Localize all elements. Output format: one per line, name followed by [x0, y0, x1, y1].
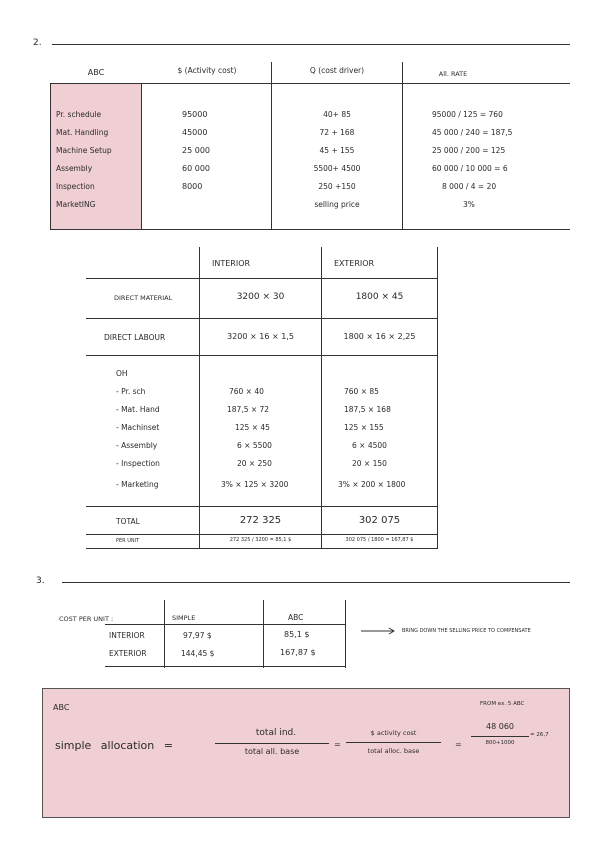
per-unit-interior: 272 325 / 3200 = 85,1 $ [229, 537, 292, 543]
overhead-label: OH [116, 369, 128, 378]
abc-row-rate: 25 000 / 200 = 125 [432, 146, 506, 155]
per-unit-exterior: 302 075 / 1800 = 167,87 $ [345, 537, 414, 543]
abc-bottom-line [142, 229, 570, 230]
oh-row-label: - Pr. sch [116, 387, 146, 396]
cost-calculation-table [86, 247, 446, 549]
cost-per-unit-table [55, 600, 355, 668]
oh-row-interior: 6 × 5500 [237, 441, 272, 450]
cost-header-exterior: EXTERIOR [334, 259, 375, 268]
abc-row-rate: 45 000 / 240 = 187,5 [432, 128, 513, 137]
abc-row-label: MarketING [56, 200, 96, 209]
oh-row-label: - Machinset [116, 423, 160, 432]
oh-row-label: - Marketing [116, 480, 159, 489]
abc-row-driver: 5500+ 4500 [313, 164, 361, 173]
abc-header-alloc-rate: All. RATE [438, 70, 468, 78]
oh-row-interior: 20 × 250 [237, 459, 272, 468]
abc-row-rate: 3% [463, 200, 475, 209]
oh-row-exterior: 6 × 4500 [352, 441, 387, 450]
cpu-bottom-line [105, 666, 345, 667]
abc-header-activity-cost: $ (Activity cost) [177, 66, 237, 75]
selling-price-note: BRING DOWN THE SELLING PRICE TO COMPENSATE [402, 628, 531, 634]
oh-row-exterior: 125 × 155 [344, 423, 384, 432]
right-arrow-icon [360, 627, 396, 635]
equals-sign-1: = [334, 740, 341, 749]
cost-oh-line [86, 506, 437, 507]
fraction2-bar [346, 742, 441, 743]
cpu-col-divider-1 [164, 600, 165, 668]
allocation-formula-box [42, 688, 570, 818]
total-interior: 272 325 [239, 515, 282, 526]
abc-header-cost-driver: Q (cost driver) [309, 66, 365, 75]
direct-material-interior: 3200 × 30 [236, 292, 285, 302]
cost-dm-line [86, 318, 437, 319]
fraction2-denominator: total alloc. base [367, 747, 420, 755]
oh-row-label: - Mat. Hand [116, 405, 160, 414]
cpu-row-label: INTERIOR [109, 631, 145, 640]
abc-row-driver: selling price [314, 200, 360, 209]
cpu-header-line [105, 624, 345, 625]
formula-box-title: ABC [53, 703, 70, 712]
total-label: TOTAL [116, 517, 140, 526]
oh-row-interior: 125 × 45 [235, 423, 270, 432]
section-2-rule [52, 44, 570, 45]
cost-total-line [86, 534, 437, 535]
abc-header-divider [50, 83, 570, 84]
abc-row-label: Pr. schedule [56, 110, 102, 119]
abc-row-label: Inspection [56, 182, 95, 191]
abc-row-label: Assembly [56, 164, 93, 173]
cpu-row-abc: 167,87 $ [280, 648, 316, 657]
oh-row-exterior: 3% × 200 × 1800 [338, 480, 406, 489]
total-exterior: 302 075 [358, 515, 401, 526]
cpu-col-divider-3 [345, 600, 346, 668]
abc-row-cost: 95000 [182, 110, 208, 119]
oh-row-interior: 3% × 125 × 3200 [221, 480, 289, 489]
abc-row-rate: 95000 / 125 = 760 [432, 110, 503, 119]
cpu-row-simple: 144,45 $ [181, 649, 215, 658]
cost-col-divider-3 [437, 247, 438, 549]
abc-row-cost: 60 000 [182, 164, 210, 173]
oh-row-label: - Assembly [116, 441, 158, 450]
abc-row-cost: 25 000 [182, 146, 210, 155]
section-3-rule [62, 582, 570, 583]
fraction1-bar [215, 743, 329, 744]
abc-row-cost: 45000 [182, 128, 208, 137]
cpu-row-abc: 85,1 $ [284, 630, 310, 639]
direct-labour-interior: 3200 × 16 × 1,5 [227, 332, 294, 341]
oh-row-exterior: 20 × 150 [352, 459, 387, 468]
abc-row-rate: 60 000 / 10 000 = 6 [432, 164, 508, 173]
direct-labour-label: DIRECT LABOUR [104, 333, 166, 342]
abc-row-label: Mat. Handling [56, 128, 109, 137]
abc-activity-table [50, 60, 570, 230]
cost-dl-line [86, 355, 437, 356]
abc-row-cost: 8000 [182, 182, 203, 191]
allocation-result: = 26,7 [530, 732, 549, 738]
cost-header-interior: INTERIOR [212, 259, 251, 268]
equals-sign-2: = [455, 740, 462, 749]
abc-row-driver: 40+ 85 [323, 110, 351, 119]
oh-row-exterior: 760 × 85 [344, 387, 379, 396]
section-3-number: 3. [36, 576, 45, 586]
per-unit-label: PER UNIT [116, 538, 140, 544]
cpu-row-simple: 97,97 $ [183, 631, 212, 640]
cost-header-line [86, 278, 437, 279]
source-note: FROM ex. 5 ABC [480, 701, 525, 707]
cost-bottom-line [86, 548, 437, 549]
fraction1-denominator: total all. base [244, 747, 300, 756]
abc-col-divider-2 [402, 62, 403, 230]
fraction2-numerator: $ activity cost [370, 729, 417, 737]
direct-labour-exterior: 1800 × 16 × 2,25 [343, 332, 416, 341]
abc-row-label: Machine Setup [56, 146, 112, 155]
direct-material-label: DIRECT MATERIAL [114, 294, 173, 302]
cpu-header-abc: ABC [288, 613, 304, 622]
cost-per-unit-label: COST PER UNIT : [59, 615, 114, 623]
abc-row-driver: 45 + 155 [319, 146, 355, 155]
fraction3-denominator: 800+1000 [485, 740, 515, 746]
abc-header-label: ABC [87, 68, 105, 77]
abc-row-driver: 72 + 168 [319, 128, 355, 137]
cpu-row-label: EXTERIOR [109, 649, 147, 658]
abc-row-rate: 8 000 / 4 = 20 [442, 182, 497, 191]
abc-row-driver: 250 +150 [318, 182, 356, 191]
oh-row-interior: 760 × 40 [229, 387, 264, 396]
direct-material-exterior: 1800 × 45 [355, 292, 404, 302]
fraction3-numerator: 48 060 [486, 722, 514, 731]
fraction1-numerator: total ind. [255, 728, 297, 738]
fraction3-bar [471, 736, 529, 737]
cpu-col-divider-2 [263, 600, 264, 668]
oh-row-label: - Inspection [116, 459, 160, 468]
oh-row-exterior: 187,5 × 168 [344, 405, 391, 414]
simple-allocation-label: simple allocation = [55, 739, 173, 752]
oh-row-interior: 187,5 × 72 [227, 405, 270, 414]
section-2-number: 2. [33, 38, 42, 48]
cpu-header-simple: SIMPLE [172, 614, 196, 622]
